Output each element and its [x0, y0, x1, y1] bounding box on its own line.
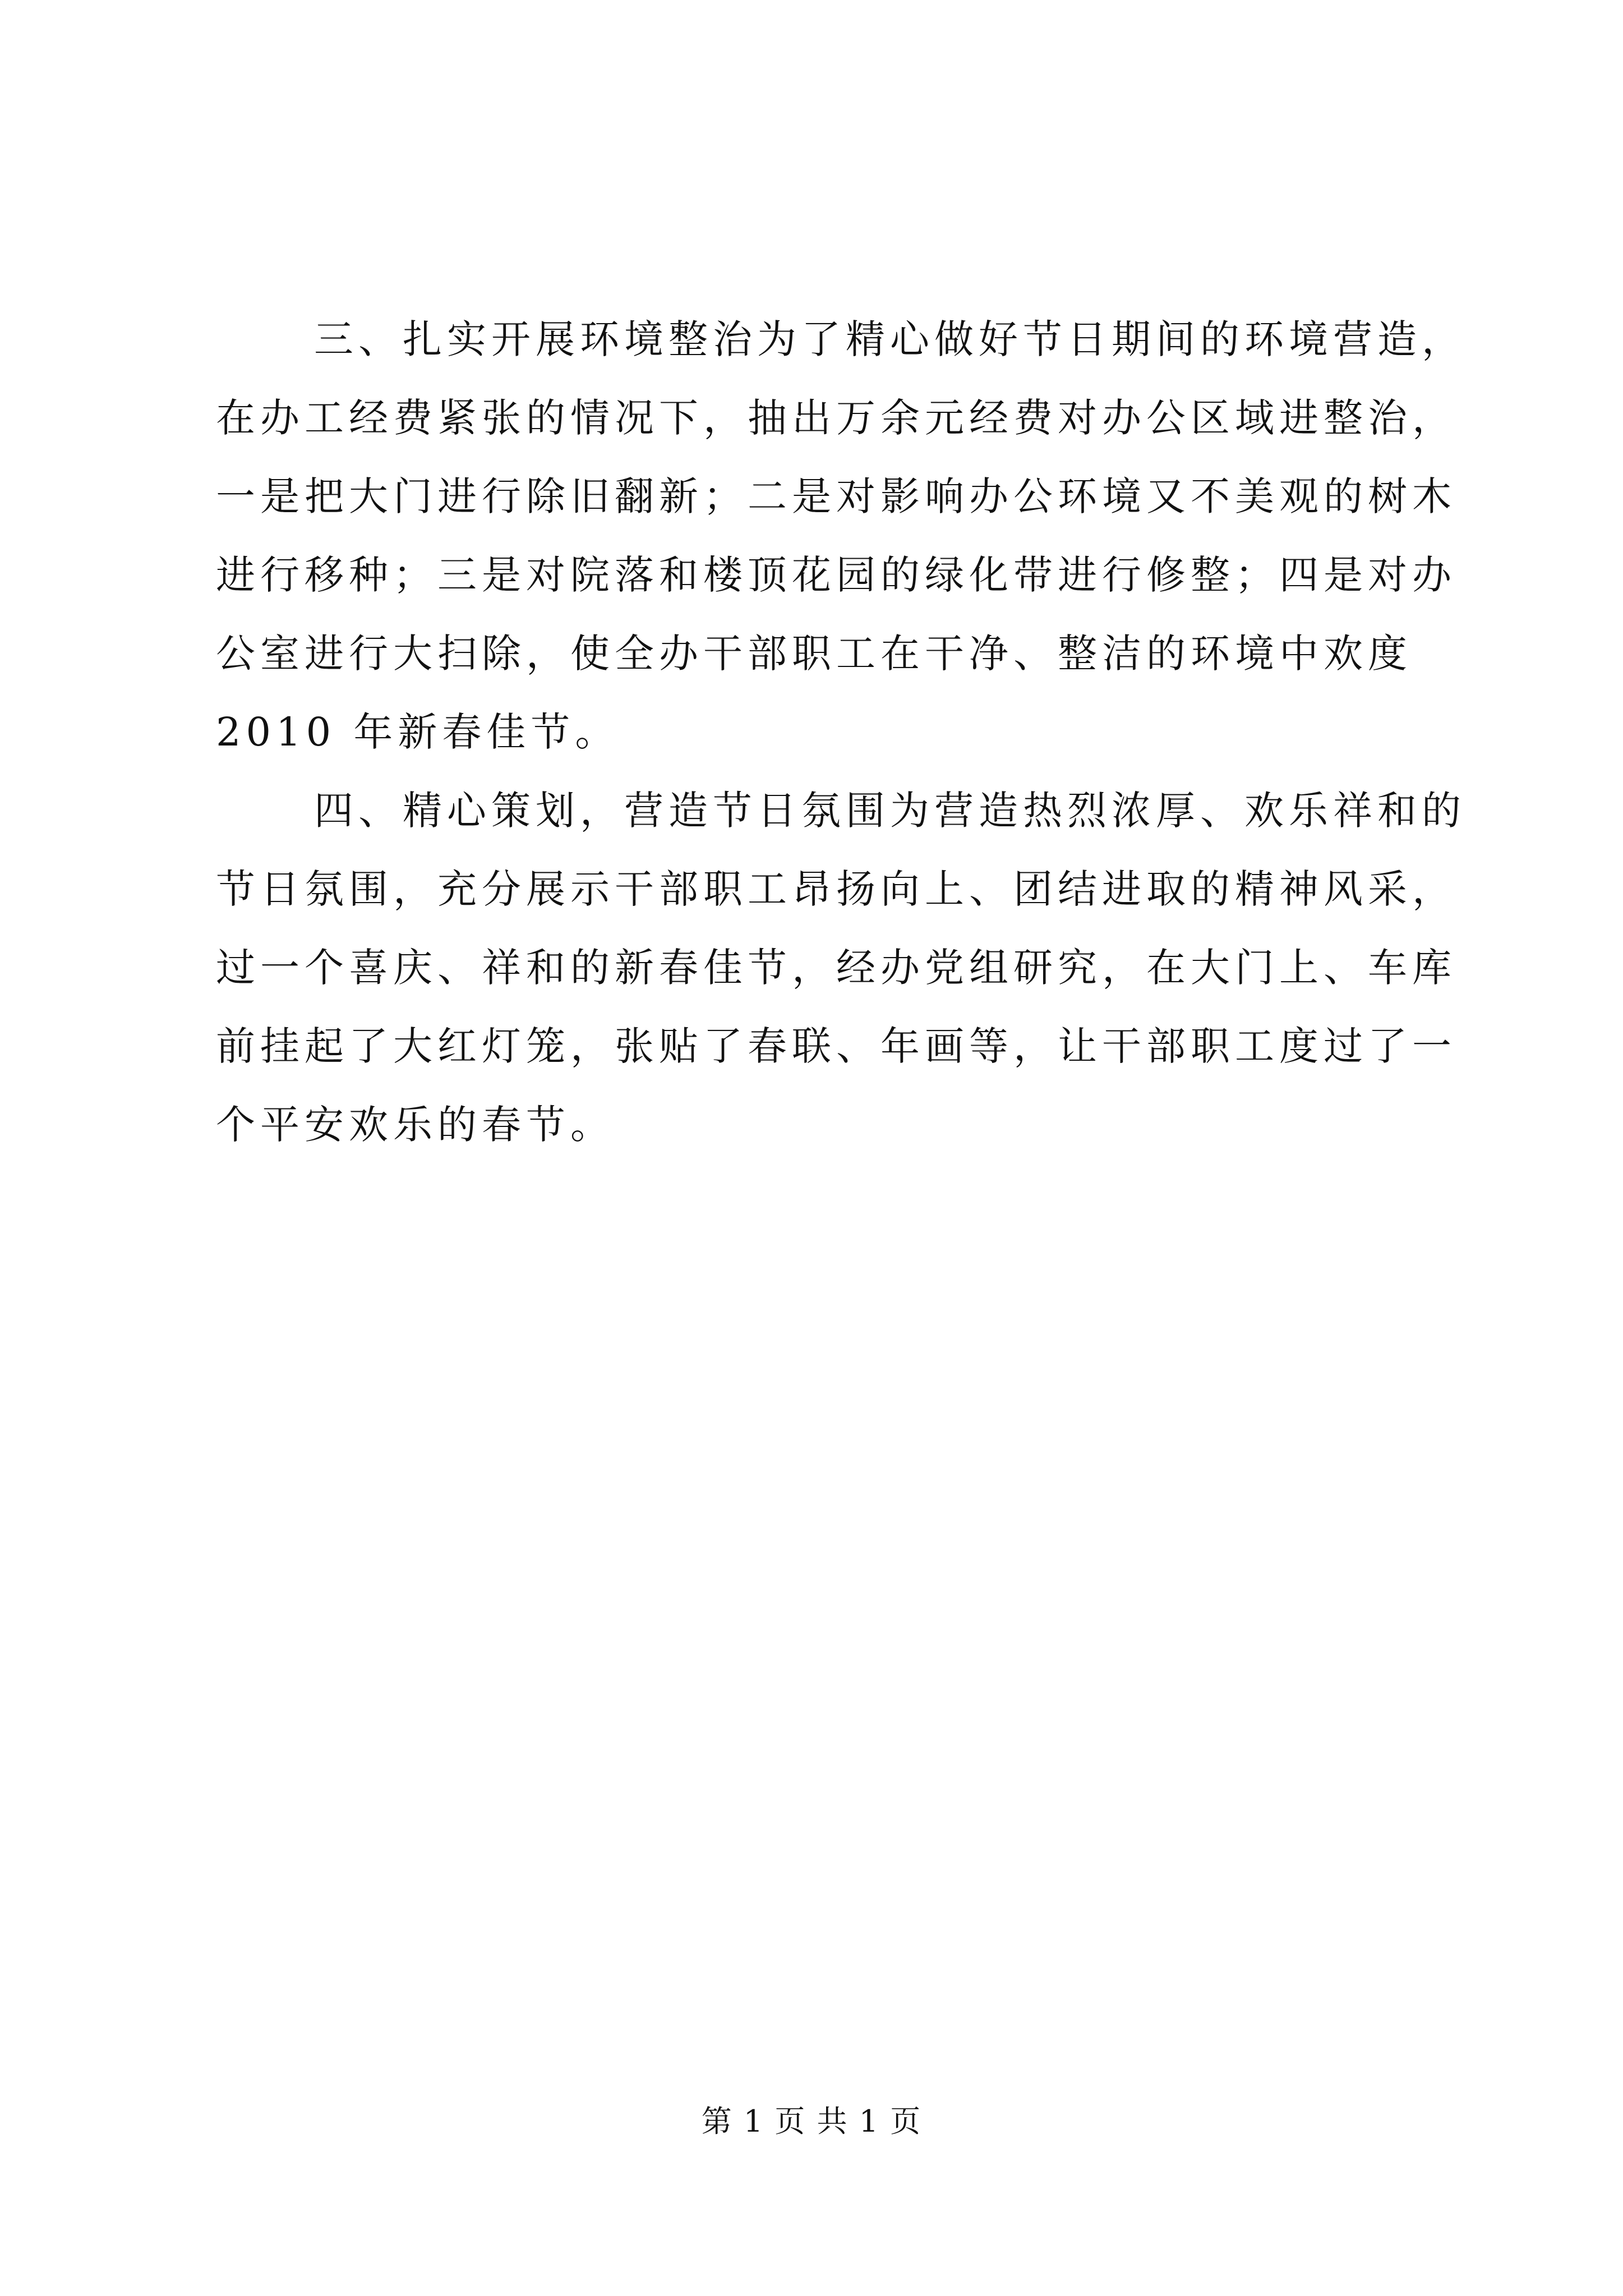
paragraph-environment-rectification: [216, 300, 1466, 771]
page-number-footer: 第 1 页 共 1 页: [701, 2104, 922, 2139]
paragraph-line: 四、精心策划，营造节日氛围为营造热烈浓厚、欢乐祥和的: [314, 788, 1466, 834]
paragraph-festival-atmosphere: [216, 771, 1466, 1164]
paragraph-line: 节日氛围，充分展示干部职工昂扬向上、团结进取的精神风采，: [216, 866, 1456, 912]
paragraph-line: 在办工经费紧张的情况下，抽出万余元经费对办公区域进整治，: [216, 395, 1456, 441]
paragraph-line: 进行移种；三是对院落和楼顶花园的绿化带进行修整；四是对办: [216, 552, 1456, 598]
paragraph-line: 个平安欢乐的春节。: [216, 1102, 615, 1148]
paragraph-line: 过一个喜庆、祥和的新春佳节，经办党组研究，在大门上、车库: [216, 945, 1456, 991]
paragraph-line: 公室进行大扫除，使全办干部职工在干净、整洁的环境中欢度: [216, 631, 1412, 677]
document-body: [216, 300, 1466, 1164]
paragraph-line: 一是把大门进行除旧翻新；二是对影响办公环境又不美观的树木: [216, 473, 1456, 519]
paragraph-line: 三、扎实开展环境整治为了精心做好节日期间的环境营造，: [314, 316, 1466, 362]
paragraph-line: 前挂起了大红灯笼，张贴了春联、年画等，让干部职工度过了一: [216, 1023, 1456, 1069]
paragraph-line: 2010 年新春佳节。: [216, 709, 620, 755]
